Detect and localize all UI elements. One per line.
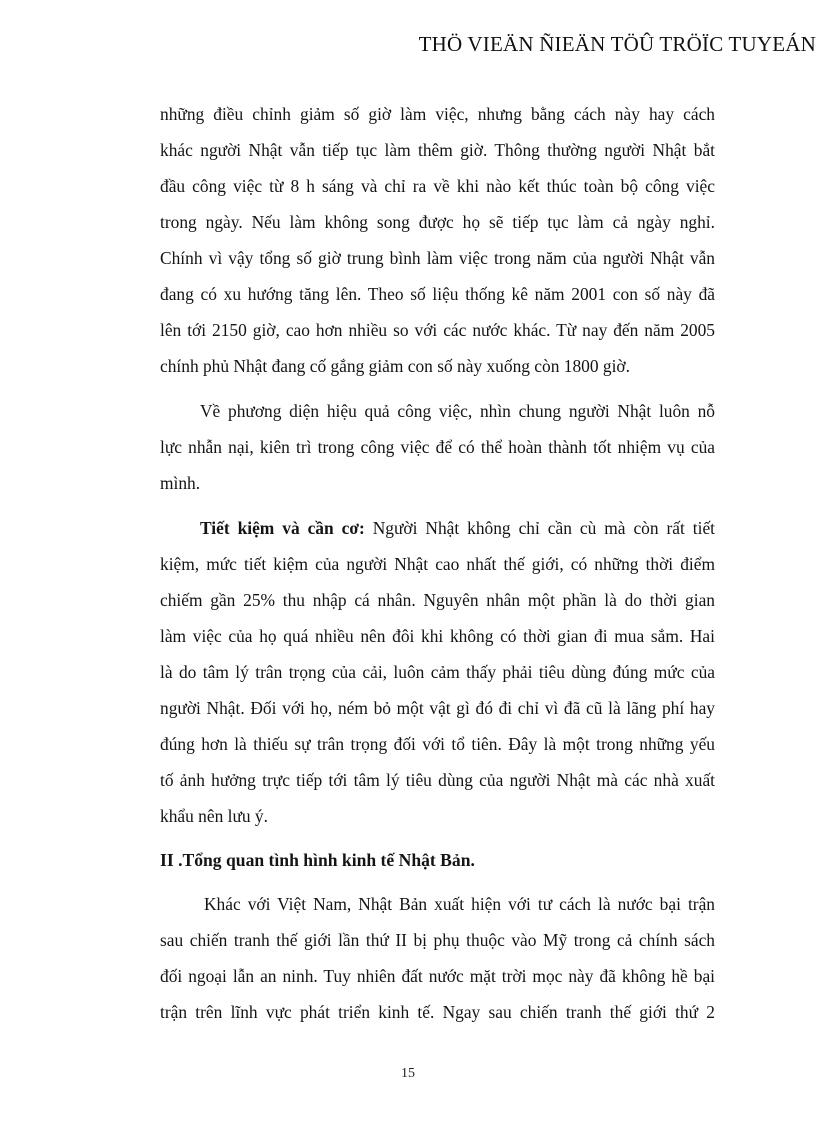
paragraph-line: tố ảnh hưởng trực tiếp tới tâm lý tiêu dùng của người Nhật mà các nhà xuất bbox=[160, 770, 715, 790]
paragraph-line: Khác với Việt Nam, Nhật Bản xuất hiện với tư cách là nước bại trận bbox=[204, 894, 715, 914]
paragraph-line: khẩu nên lưu ý. bbox=[160, 806, 268, 826]
paragraph-line: người Nhật. Đối với họ, ném bỏ một vật gì đó đi chỉ vì đã cũ là lãng phí hay bbox=[160, 698, 715, 718]
paragraph-line: những điều chỉnh giảm số giờ làm việc, nhưng bằng cách này hay cách bbox=[160, 104, 715, 124]
paragraph-line: trong ngày. Nếu làm không song được họ sẽ tiếp tục làm cả ngày nghỉ. bbox=[160, 212, 715, 232]
paragraph-line: đối ngoại lẫn an ninh. Tuy nhiên đất nước mặt trời mọc này đã không hề bại bbox=[160, 966, 715, 986]
paragraph-line: là do tâm lý trân trọng của cải, luôn cảm thấy phải tiêu dùng đúng mức của bbox=[160, 662, 715, 682]
paragraph-line: đầu công việc từ 8 h sáng và chỉ ra về khi nào kết thúc toàn bộ công việc bbox=[160, 176, 715, 196]
paragraph-line: đúng hơn là thiếu sự trân trọng đối với tổ tiên. Đây là một trong những yếu bbox=[160, 734, 715, 754]
text-run: Người Nhật không chỉ cần cù mà còn rất tiết bbox=[364, 518, 716, 538]
page-header-title: THÖ VIEÄN ÑIEÄN TÖÛ TRÖÏC TUYEÁN bbox=[418, 32, 816, 56]
section-heading: II .Tổng quan tình hình kinh tế Nhật Bản. bbox=[160, 850, 475, 870]
page-number: 15 bbox=[401, 1066, 415, 1081]
paragraph-line: Về phương diện hiệu quả công việc, nhìn chung người Nhật luôn nỗ bbox=[200, 401, 715, 421]
paragraph-line: mình. bbox=[160, 473, 201, 493]
paragraph-line: làm việc của họ quá nhiều nên đôi khi không có thời gian đi mua sắm. Hai bbox=[160, 626, 715, 646]
paragraph-line: chính phủ Nhật đang cố gắng giảm con số này xuống còn 1800 giờ. bbox=[160, 356, 630, 376]
bold-run-heading: Tiết kiệm và cần cơ: bbox=[200, 518, 365, 538]
paragraph-line: chiếm gần 25% thu nhập cá nhân. Nguyên nhân một phần là do thời gian bbox=[160, 590, 715, 610]
paragraph-line: đang có xu hướng tăng lên. Theo số liệu thống kê năm 2001 con số này đã bbox=[160, 284, 715, 304]
paragraph-line: sau chiến tranh thế giới lần thứ II bị phụ thuộc vào Mỹ trong cả chính sách bbox=[160, 930, 715, 950]
paragraph-line: kiệm, mức tiết kiệm của người Nhật cao nhất thế giới, có những thời điểm bbox=[160, 554, 715, 574]
paragraph-line: khác người Nhật vẫn tiếp tục làm thêm giờ. Thông thường người Nhật bắt bbox=[160, 140, 715, 160]
paragraph-line: lực nhẫn nại, kiên trì trong công việc để có thể hoàn thành tốt nhiệm vụ của bbox=[160, 437, 715, 457]
paragraph-line: Chính vì vậy tổng số giờ trung bình làm việc trong năm của người Nhật vẫn bbox=[160, 248, 715, 268]
paragraph-line: lên tới 2150 giờ, cao hơn nhiều so với các nước khác. Từ nay đến năm 2005 bbox=[160, 320, 715, 340]
paragraph-line: trận trên lĩnh vực phát triển kinh tế. Ngay sau chiến tranh thế giới thứ 2 bbox=[160, 1002, 715, 1022]
paragraph-line bbox=[200, 517, 715, 539]
